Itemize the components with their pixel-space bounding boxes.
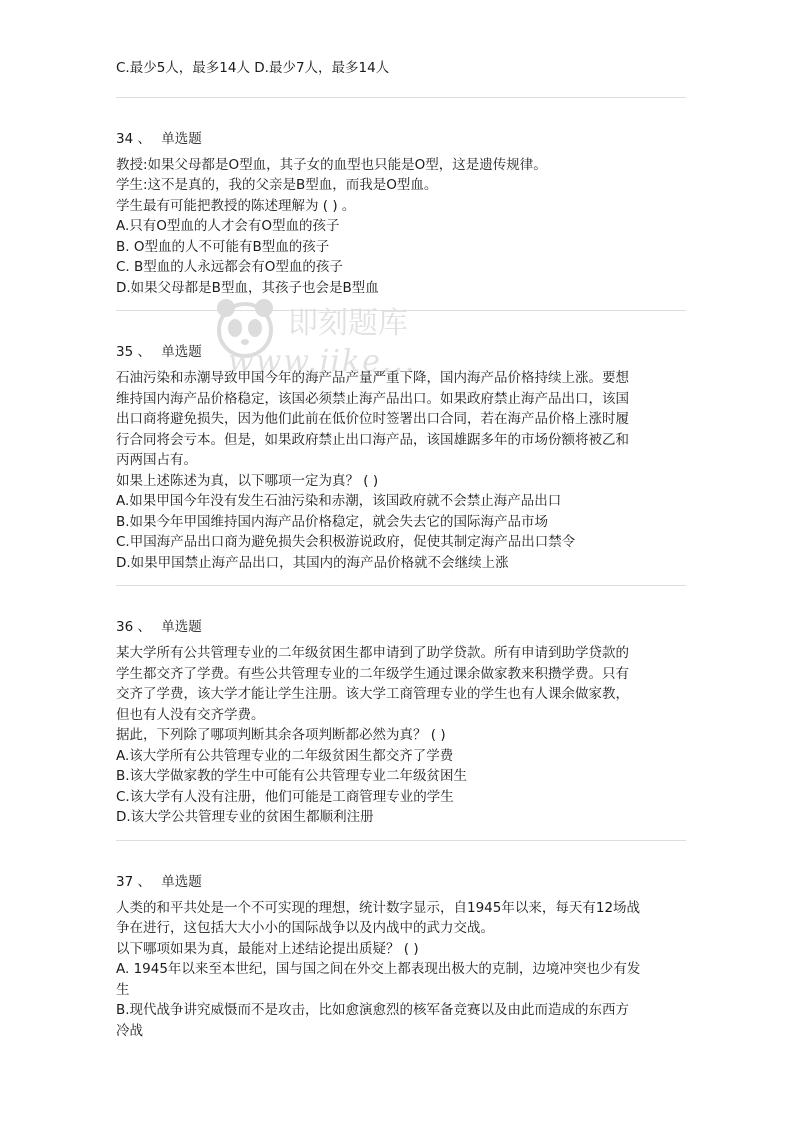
question-header <box>116 129 686 149</box>
question-line: 交齐了学费，该大学才能让学生注册。该大学工商管理专业的学生也有人课余做家教， <box>116 686 629 702</box>
option-b: B.如果今年甲国维持国内海产品价格稳定，就会失去它的国际海产品市场 <box>116 513 549 530</box>
option-a: A. 1945年以来至本世纪，国与国之间在外交上都表现出极大的克制，边境冲突也少有发 <box>116 961 641 977</box>
question-line: 出口商将避免损失，因为他们此前在低价位时签署出口合同，若在海产品价格上涨时履 <box>116 411 629 427</box>
question-line: 某大学所有公共管理专业的二年级贫困生都申请到了助学贷款。所有申请到助学贷款的 <box>116 645 629 661</box>
question-line: 据此，下列除了哪项判断其余各项判断都必然为真？ ( ) <box>116 727 446 743</box>
question-list <box>116 58 686 1053</box>
divider <box>116 585 686 586</box>
question-35 <box>116 342 686 573</box>
question-line: 学生都交齐了学费。有些公共管理专业的二年级学生通过课余做家教来积攒学费。只有 <box>116 665 629 682</box>
question-36 <box>116 617 686 828</box>
preceding-option-line: C.最少5人，最多14人 D.最少7人，最多14人 <box>116 60 390 76</box>
divider <box>116 97 686 98</box>
question-number: 36 、 <box>116 619 151 635</box>
question-header <box>116 872 686 892</box>
option-d: D.如果父母都是B型血，其孩子也会是B型血 <box>116 279 379 296</box>
option-a: A.只有O型血的人才会有O型血的孩子 <box>116 218 340 234</box>
option-b-continued: 冷战 <box>116 1022 143 1039</box>
option-a: A.该大学所有公共管理专业的二年级贫困生都交齐了学费 <box>116 747 454 764</box>
question-line: 学生最有可能把教授的陈述理解为 ( ) 。 <box>116 197 356 214</box>
question-34 <box>116 129 686 299</box>
question-number: 35 、 <box>116 344 151 360</box>
option-a: A.如果甲国今年没有发生石油污染和赤潮，该国政府就不会禁止海产品出口 <box>116 493 562 509</box>
question-type: 单选题 <box>161 619 202 635</box>
option-d: D.该大学公共管理专业的贫困生都顺利注册 <box>116 809 374 825</box>
question-line: 以下哪项如果为真，最能对上述结论提出质疑？ ( ) <box>116 940 419 957</box>
question-header <box>116 342 686 362</box>
option-c: C.甲国海产品出口商为避免损失会积极游说政府，促使其制定海产品出口禁令 <box>116 534 576 550</box>
watermark-brand: 即刻题库 <box>288 306 408 341</box>
question-line: 学生:这不是真的，我的父亲是B型血，而我是O型血。 <box>116 177 438 193</box>
question-line: 争在进行，这包括大大小小的国际战争以及内战中的武力交战。 <box>116 920 494 936</box>
option-d: D.如果甲国禁止海产品出口，其国内的海产品价格就不会继续上涨 <box>116 554 509 571</box>
question-37 <box>116 872 686 1042</box>
option-b: B.该大学做家教的学生中可能有公共管理专业二年级贫困生 <box>116 768 468 784</box>
option-a-continued: 生 <box>116 981 130 998</box>
question-line: 如果上述陈述为真，以下哪项一定为真？ ( ) <box>116 472 379 489</box>
divider <box>116 840 686 841</box>
option-c: C. B型血的人永远都会有O型血的孩子 <box>116 259 343 275</box>
question-number: 37 、 <box>116 873 151 890</box>
question-line: 行合同将会亏本。但是，如果政府禁止出口海产品，该国雄踞多年的市场份额将被乙和 <box>116 431 629 448</box>
question-line: 人类的和平共处是一个不可实现的理想，统计数字显示，自1945年以来，每天有12场战 <box>116 899 641 916</box>
question-type: 单选题 <box>161 130 202 147</box>
question-line: 石油污染和赤潮导致甲国今年的海产品产量严重下降，国内海产品价格持续上涨。要想 <box>116 370 629 386</box>
question-header <box>116 617 686 637</box>
option-c: C.该大学有人没有注册，他们可能是工商管理专业的学生 <box>116 788 454 805</box>
watermark-url: www.jike... <box>228 344 417 379</box>
option-b: B.现代战争讲究威慑而不是攻击，比如愈演愈烈的核军备竞赛以及由此而造成的东西方 <box>116 1002 630 1018</box>
question-line: 教授:如果父母都是O型血，其子女的血型也只能是O型，这是遗传规律。 <box>116 156 547 173</box>
question-number: 34 、 <box>116 130 151 147</box>
question-line: 丙两国占有。 <box>116 452 197 468</box>
question-type: 单选题 <box>161 873 202 890</box>
option-b: B. O型血的人不可能有B型血的孩子 <box>116 238 330 255</box>
question-line: 维持国内海产品价格稳定，该国必须禁止海产品出口。如果政府禁止海产品出口，该国 <box>116 390 629 407</box>
divider <box>116 310 686 311</box>
question-line: 但也有人没有交齐学费。 <box>116 706 265 723</box>
question-type: 单选题 <box>161 344 202 360</box>
